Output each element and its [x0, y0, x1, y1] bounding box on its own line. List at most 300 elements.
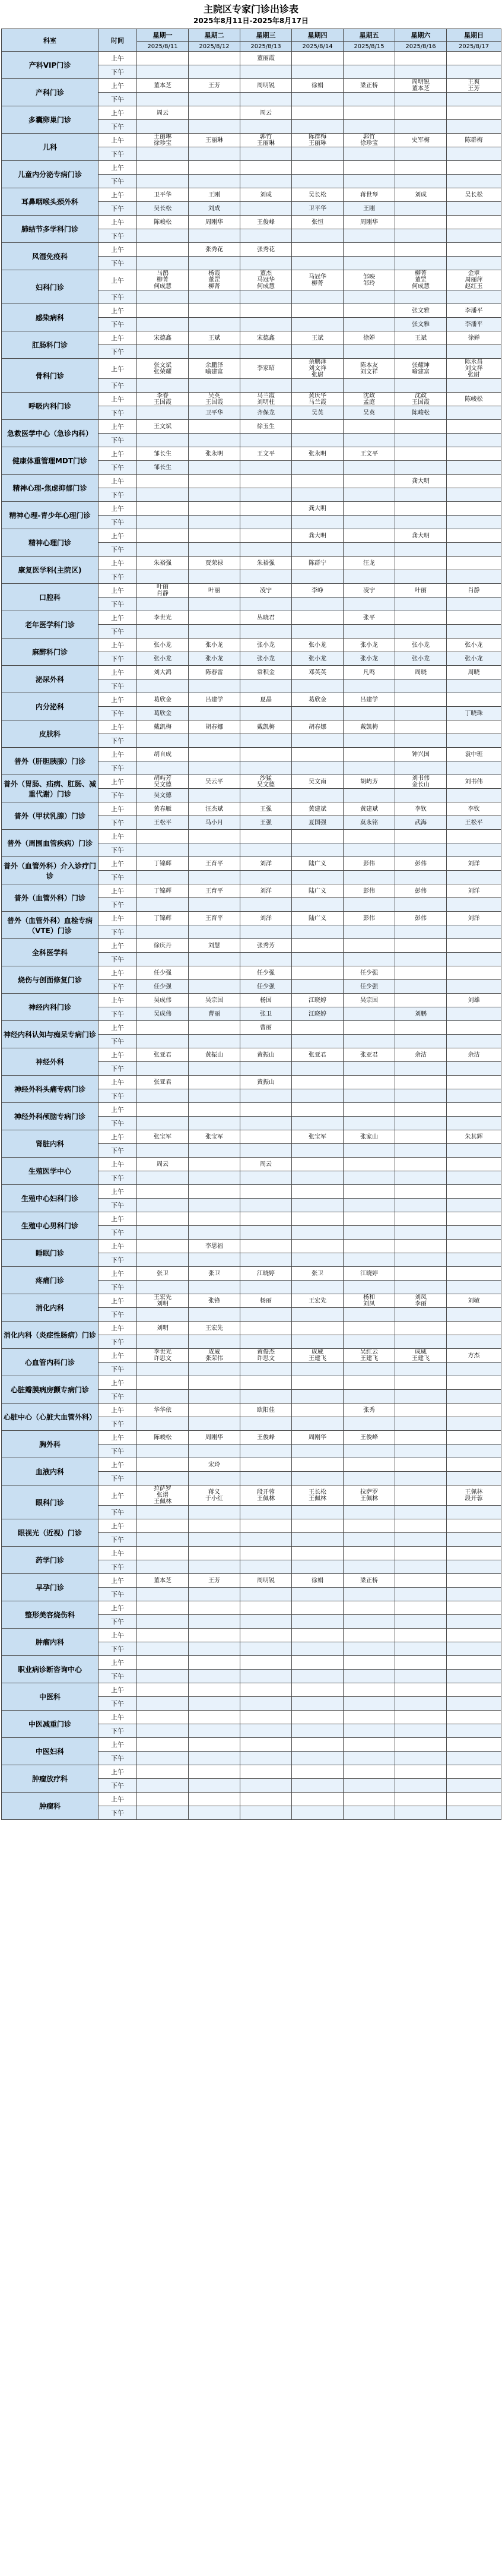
- doctor-cell: [395, 1547, 447, 1560]
- doctor-cell: [240, 379, 292, 393]
- doctor-cell: [395, 1601, 447, 1615]
- doctor-cell: [137, 488, 189, 502]
- doctor-cell: [344, 761, 395, 775]
- doctor-cell: 刘大鸿: [137, 666, 189, 679]
- doctor-cell: [447, 1472, 501, 1485]
- department-name: 睡眠门诊: [2, 1240, 99, 1267]
- time-slot: 上午: [99, 1547, 137, 1560]
- doctor-cell: 张小龙: [240, 639, 292, 652]
- doctor-cell: 刘成: [395, 188, 447, 202]
- doctor-cell: 张宝军: [189, 1130, 240, 1144]
- time-slot: 上午: [99, 1519, 137, 1533]
- doctor-cell: 夏晶: [240, 693, 292, 707]
- time-slot: 下午: [99, 290, 137, 304]
- schedule-row: [2, 557, 501, 570]
- doctor-cell: [137, 843, 189, 857]
- doctor-cell: [344, 1793, 395, 1806]
- doctor-cell: [344, 1007, 395, 1021]
- doctor-cell: [447, 516, 501, 529]
- time-slot: 下午: [99, 1670, 137, 1683]
- schedule-row: [2, 270, 501, 290]
- doctor-cell: [447, 966, 501, 980]
- time-slot: 上午: [99, 243, 137, 257]
- time-slot: 上午: [99, 134, 137, 147]
- doctor-cell: [292, 1089, 344, 1103]
- doctor-cell: [344, 52, 395, 65]
- doctor-cell: [344, 1226, 395, 1240]
- doctor-cell: [189, 175, 240, 188]
- doctor-cell: 马兰霞 刘明柱: [240, 393, 292, 406]
- department-name: 烧伤与创面修复门诊: [2, 966, 99, 994]
- doctor-cell: [447, 1642, 501, 1656]
- doctor-cell: 梁正桥: [344, 79, 395, 93]
- doctor-cell: [395, 175, 447, 188]
- doctor-cell: 黄建斌: [292, 802, 344, 816]
- doctor-cell: [344, 65, 395, 79]
- doctor-cell: 刘洋: [447, 884, 501, 898]
- doctor-cell: [447, 161, 501, 175]
- doctor-cell: [292, 229, 344, 243]
- time-slot: 下午: [99, 1752, 137, 1765]
- schedule-row: [2, 79, 501, 93]
- doctor-cell: [189, 1765, 240, 1779]
- doctor-cell: 龚大明: [395, 475, 447, 488]
- schedule-row: [2, 1212, 501, 1226]
- doctor-cell: 沙猛 吴文德: [240, 775, 292, 789]
- doctor-cell: [189, 1472, 240, 1485]
- schedule-row: [2, 912, 501, 925]
- doctor-cell: [395, 1021, 447, 1035]
- time-slot: 下午: [99, 318, 137, 331]
- doctor-cell: [137, 543, 189, 557]
- doctor-cell: [189, 1062, 240, 1076]
- doctor-cell: 戴凯梅: [240, 720, 292, 734]
- doctor-cell: [447, 1076, 501, 1089]
- doctor-cell: [447, 1547, 501, 1560]
- doctor-cell: [137, 1793, 189, 1806]
- doctor-cell: [395, 488, 447, 502]
- doctor-cell: [189, 1697, 240, 1711]
- doctor-cell: 胡屿芳: [344, 775, 395, 789]
- doctor-cell: [447, 1035, 501, 1048]
- time-slot: 上午: [99, 1212, 137, 1226]
- doctor-cell: [344, 1363, 395, 1376]
- doctor-cell: 邹映 邹玲: [344, 270, 395, 290]
- doctor-cell: [344, 1376, 395, 1390]
- time-slot: 上午: [99, 1404, 137, 1417]
- doctor-cell: [292, 1670, 344, 1683]
- time-slot: 上午: [99, 79, 137, 93]
- department-name: 心脏瓣膜病房颤专病门诊: [2, 1376, 99, 1404]
- doctor-cell: [137, 1472, 189, 1485]
- time-slot: 上午: [99, 884, 137, 898]
- doctor-cell: 周刚华: [189, 1431, 240, 1445]
- doctor-cell: 刘洋: [447, 912, 501, 925]
- doctor-cell: [447, 1697, 501, 1711]
- doctor-cell: [137, 175, 189, 188]
- doctor-cell: [447, 693, 501, 707]
- doctor-cell: [395, 216, 447, 229]
- department-name: 眼科门诊: [2, 1485, 99, 1519]
- doctor-cell: [292, 679, 344, 693]
- doctor-cell: [137, 229, 189, 243]
- schedule-row: [2, 693, 501, 707]
- schedule-row: [2, 1294, 501, 1308]
- time-slot: 下午: [99, 843, 137, 857]
- doctor-cell: 吕建学: [344, 693, 395, 707]
- doctor-cell: [189, 106, 240, 120]
- doctor-cell: 郭竹 王丽琳: [240, 134, 292, 147]
- doctor-cell: [137, 52, 189, 65]
- doctor-cell: [292, 1615, 344, 1629]
- header-day: 星期四: [292, 29, 344, 42]
- doctor-cell: [395, 1281, 447, 1294]
- time-slot: 上午: [99, 1076, 137, 1089]
- doctor-cell: [395, 898, 447, 912]
- doctor-cell: [344, 1519, 395, 1533]
- doctor-cell: [189, 1738, 240, 1752]
- doctor-cell: [395, 1670, 447, 1683]
- doctor-cell: [292, 761, 344, 775]
- doctor-cell: [240, 1103, 292, 1117]
- doctor-cell: [189, 1779, 240, 1793]
- department-name: 药学门诊: [2, 1547, 99, 1574]
- doctor-cell: 周刚华: [189, 216, 240, 229]
- doctor-cell: [240, 1506, 292, 1519]
- doctor-cell: [240, 202, 292, 216]
- time-slot: 上午: [99, 1349, 137, 1363]
- time-slot: 上午: [99, 1574, 137, 1588]
- doctor-cell: [395, 1062, 447, 1076]
- time-slot: 上午: [99, 1240, 137, 1253]
- doctor-cell: 蒋义 于小红: [189, 1485, 240, 1506]
- doctor-cell: 张文雅: [395, 318, 447, 331]
- doctor-cell: [137, 318, 189, 331]
- doctor-cell: 张家山: [344, 1130, 395, 1144]
- doctor-cell: [240, 475, 292, 488]
- doctor-cell: 黄振山: [240, 1048, 292, 1062]
- doctor-cell: [137, 871, 189, 884]
- doctor-cell: [395, 557, 447, 570]
- time-slot: 下午: [99, 379, 137, 393]
- doctor-cell: [447, 120, 501, 134]
- doctor-cell: [137, 1670, 189, 1683]
- doctor-cell: 周云: [137, 1158, 189, 1171]
- doctor-cell: [240, 789, 292, 802]
- schedule-row: [2, 1458, 501, 1472]
- doctor-cell: [189, 1711, 240, 1724]
- doctor-cell: [447, 898, 501, 912]
- doctor-cell: [137, 1779, 189, 1793]
- doctor-cell: [292, 1629, 344, 1642]
- doctor-cell: [447, 175, 501, 188]
- department-name: 神经内科门诊: [2, 994, 99, 1021]
- doctor-cell: [292, 1738, 344, 1752]
- doctor-cell: 周明锐 董本芝: [395, 79, 447, 93]
- doctor-cell: 陈峻松: [137, 1431, 189, 1445]
- doctor-cell: [292, 93, 344, 106]
- department-name: 产科VIP门诊: [2, 52, 99, 79]
- doctor-cell: [344, 1615, 395, 1629]
- doctor-cell: [447, 1765, 501, 1779]
- department-name: 骨科门诊: [2, 359, 99, 393]
- doctor-cell: [189, 1615, 240, 1629]
- doctor-cell: [137, 1212, 189, 1226]
- doctor-cell: 任少强: [344, 980, 395, 994]
- time-slot: 上午: [99, 270, 137, 290]
- doctor-cell: [344, 1806, 395, 1820]
- time-slot: 下午: [99, 1171, 137, 1185]
- doctor-cell: 董丽霞: [240, 52, 292, 65]
- doctor-cell: [137, 1601, 189, 1615]
- doctor-cell: [447, 939, 501, 953]
- doctor-cell: [292, 304, 344, 318]
- doctor-cell: 余洁: [447, 1048, 501, 1062]
- doctor-cell: [240, 1697, 292, 1711]
- department-name: 疼痛门诊: [2, 1267, 99, 1294]
- doctor-cell: [395, 1458, 447, 1472]
- department-name: 普外（血管外科）血栓专病（VTE）门诊: [2, 912, 99, 939]
- doctor-cell: 王文平: [344, 447, 395, 461]
- doctor-cell: [137, 1089, 189, 1103]
- time-slot: 下午: [99, 257, 137, 270]
- doctor-cell: 徐娟: [292, 1574, 344, 1588]
- doctor-cell: [292, 516, 344, 529]
- doctor-cell: [292, 1281, 344, 1294]
- doctor-cell: 王长松 王佩林: [292, 1485, 344, 1506]
- schedule-row: [2, 475, 501, 488]
- doctor-cell: [137, 1588, 189, 1601]
- doctor-cell: [137, 679, 189, 693]
- doctor-cell: [344, 1752, 395, 1765]
- schedule-body: [2, 52, 501, 1820]
- doctor-cell: [240, 1615, 292, 1629]
- doctor-cell: 张亚君: [137, 1076, 189, 1089]
- doctor-cell: 王松平: [137, 816, 189, 830]
- doctor-cell: [292, 980, 344, 994]
- time-slot: 上午: [99, 216, 137, 229]
- doctor-cell: [189, 304, 240, 318]
- doctor-cell: [189, 1144, 240, 1158]
- doctor-cell: [447, 1601, 501, 1615]
- doctor-cell: [189, 1253, 240, 1267]
- doctor-cell: [240, 461, 292, 475]
- doctor-cell: 张小龙: [344, 652, 395, 666]
- doctor-cell: [344, 1281, 395, 1294]
- doctor-cell: 彭伟: [344, 884, 395, 898]
- department-name: 肛肠科门诊: [2, 331, 99, 359]
- doctor-cell: [395, 1588, 447, 1601]
- doctor-cell: [240, 516, 292, 529]
- schedule-row: [2, 611, 501, 625]
- doctor-cell: 吴长松: [447, 188, 501, 202]
- doctor-cell: [344, 1601, 395, 1615]
- doctor-cell: [189, 1226, 240, 1240]
- schedule-row: [2, 393, 501, 406]
- doctor-cell: 宋德鑫: [240, 331, 292, 345]
- doctor-cell: [395, 1390, 447, 1404]
- department-name: 麻醉科门诊: [2, 639, 99, 666]
- schedule-row: [2, 447, 501, 461]
- doctor-cell: [447, 1021, 501, 1035]
- time-slot: 下午: [99, 1506, 137, 1519]
- doctor-cell: [344, 1390, 395, 1404]
- time-slot: 下午: [99, 1226, 137, 1240]
- doctor-cell: [137, 529, 189, 543]
- doctor-cell: [240, 830, 292, 843]
- doctor-cell: [292, 1171, 344, 1185]
- department-name: 神经外科头痛专病门诊: [2, 1076, 99, 1103]
- doctor-cell: 丛晓君: [240, 611, 292, 625]
- doctor-cell: [189, 65, 240, 79]
- time-slot: 上午: [99, 720, 137, 734]
- doctor-cell: 王芳: [189, 79, 240, 93]
- doctor-cell: [137, 1240, 189, 1253]
- time-slot: 上午: [99, 1629, 137, 1642]
- doctor-cell: [292, 1212, 344, 1226]
- doctor-cell: [240, 1519, 292, 1533]
- doctor-cell: 宋玲: [189, 1458, 240, 1472]
- doctor-cell: [395, 925, 447, 939]
- doctor-cell: [395, 1199, 447, 1212]
- doctor-cell: 齐保龙: [240, 406, 292, 420]
- schedule-row: [2, 584, 501, 598]
- doctor-cell: [395, 1560, 447, 1574]
- department-name: 风湿免疫科: [2, 243, 99, 270]
- doctor-cell: 王斌: [189, 331, 240, 345]
- doctor-cell: [395, 994, 447, 1007]
- doctor-cell: 史军梅: [395, 134, 447, 147]
- doctor-cell: [344, 598, 395, 611]
- doctor-cell: [189, 570, 240, 584]
- time-slot: 下午: [99, 679, 137, 693]
- schedule-row: [2, 720, 501, 734]
- doctor-cell: 黄建斌: [344, 802, 395, 816]
- department-name: 中医减重门诊: [2, 1711, 99, 1738]
- doctor-cell: [292, 966, 344, 980]
- doctor-cell: [344, 625, 395, 639]
- doctor-cell: [447, 1806, 501, 1820]
- doctor-cell: [292, 290, 344, 304]
- doctor-cell: [344, 147, 395, 161]
- doctor-cell: [344, 1158, 395, 1171]
- schedule-row: [2, 1601, 501, 1615]
- doctor-cell: [447, 434, 501, 447]
- doctor-cell: [447, 1226, 501, 1240]
- doctor-cell: 龚大明: [395, 529, 447, 543]
- doctor-cell: [240, 1670, 292, 1683]
- doctor-cell: 徐娟: [292, 79, 344, 93]
- doctor-cell: [395, 598, 447, 611]
- schedule-row: [2, 802, 501, 816]
- doctor-cell: [240, 1724, 292, 1738]
- doctor-cell: 张小龙: [240, 652, 292, 666]
- doctor-cell: [395, 345, 447, 359]
- time-slot: 上午: [99, 912, 137, 925]
- doctor-cell: [447, 598, 501, 611]
- doctor-cell: [395, 434, 447, 447]
- doctor-cell: 陆广义: [292, 912, 344, 925]
- doctor-cell: 王丽琳: [189, 134, 240, 147]
- doctor-cell: 吴文德: [137, 789, 189, 802]
- doctor-cell: 吴宗国: [344, 994, 395, 1007]
- time-slot: 下午: [99, 93, 137, 106]
- doctor-cell: [240, 1445, 292, 1458]
- doctor-cell: [344, 1240, 395, 1253]
- doctor-cell: 吴红云 王建飞: [344, 1349, 395, 1363]
- doctor-cell: 成威 张荣伟: [189, 1349, 240, 1363]
- doctor-cell: 陈峻松: [137, 216, 189, 229]
- doctor-cell: [395, 939, 447, 953]
- doctor-cell: 周云: [240, 1158, 292, 1171]
- schedule-row: [2, 1629, 501, 1642]
- doctor-cell: [240, 1253, 292, 1267]
- doctor-cell: [447, 1335, 501, 1349]
- doctor-cell: 袁中班: [447, 748, 501, 761]
- doctor-cell: [292, 1158, 344, 1171]
- doctor-cell: [240, 502, 292, 516]
- time-slot: 上午: [99, 359, 137, 379]
- doctor-cell: [395, 1376, 447, 1390]
- time-slot: 下午: [99, 1253, 137, 1267]
- department-name: 生殖中心妇科门诊: [2, 1185, 99, 1212]
- doctor-cell: [447, 93, 501, 106]
- doctor-cell: [240, 1472, 292, 1485]
- doctor-cell: [395, 1793, 447, 1806]
- doctor-cell: [344, 939, 395, 953]
- doctor-cell: [447, 1656, 501, 1670]
- doctor-cell: [447, 65, 501, 79]
- doctor-cell: [240, 1130, 292, 1144]
- doctor-cell: 周刚华: [344, 216, 395, 229]
- doctor-cell: 任少强: [137, 966, 189, 980]
- schedule-row: [2, 1322, 501, 1335]
- doctor-cell: [447, 570, 501, 584]
- doctor-cell: [189, 1752, 240, 1765]
- doctor-cell: [189, 1629, 240, 1642]
- doctor-cell: [292, 1417, 344, 1431]
- doctor-cell: [189, 420, 240, 434]
- doctor-cell: [292, 1376, 344, 1390]
- doctor-cell: [395, 953, 447, 966]
- schedule-row: [2, 939, 501, 953]
- doctor-cell: [395, 1089, 447, 1103]
- doctor-cell: [137, 345, 189, 359]
- doctor-cell: [189, 1103, 240, 1117]
- doctor-cell: 王佩林 段开蓉: [447, 1485, 501, 1506]
- time-slot: 上午: [99, 502, 137, 516]
- department-name: 感染病科: [2, 304, 99, 331]
- doctor-cell: [344, 789, 395, 802]
- doctor-cell: 丁晓珠: [447, 707, 501, 720]
- doctor-cell: [292, 1752, 344, 1765]
- doctor-cell: [189, 529, 240, 543]
- doctor-cell: 莫永铭: [344, 816, 395, 830]
- doctor-cell: [137, 1683, 189, 1697]
- schedule-row: [2, 502, 501, 516]
- doctor-cell: [137, 65, 189, 79]
- doctor-cell: 张文雅: [395, 304, 447, 318]
- doctor-cell: 吕建学: [189, 693, 240, 707]
- doctor-cell: [189, 1199, 240, 1212]
- department-name: 老年医学科门诊: [2, 611, 99, 639]
- time-slot: 上午: [99, 1048, 137, 1062]
- doctor-cell: [137, 257, 189, 270]
- time-slot: 下午: [99, 1144, 137, 1158]
- schedule-row: [2, 1185, 501, 1199]
- doctor-cell: [447, 980, 501, 994]
- time-slot: 下午: [99, 516, 137, 529]
